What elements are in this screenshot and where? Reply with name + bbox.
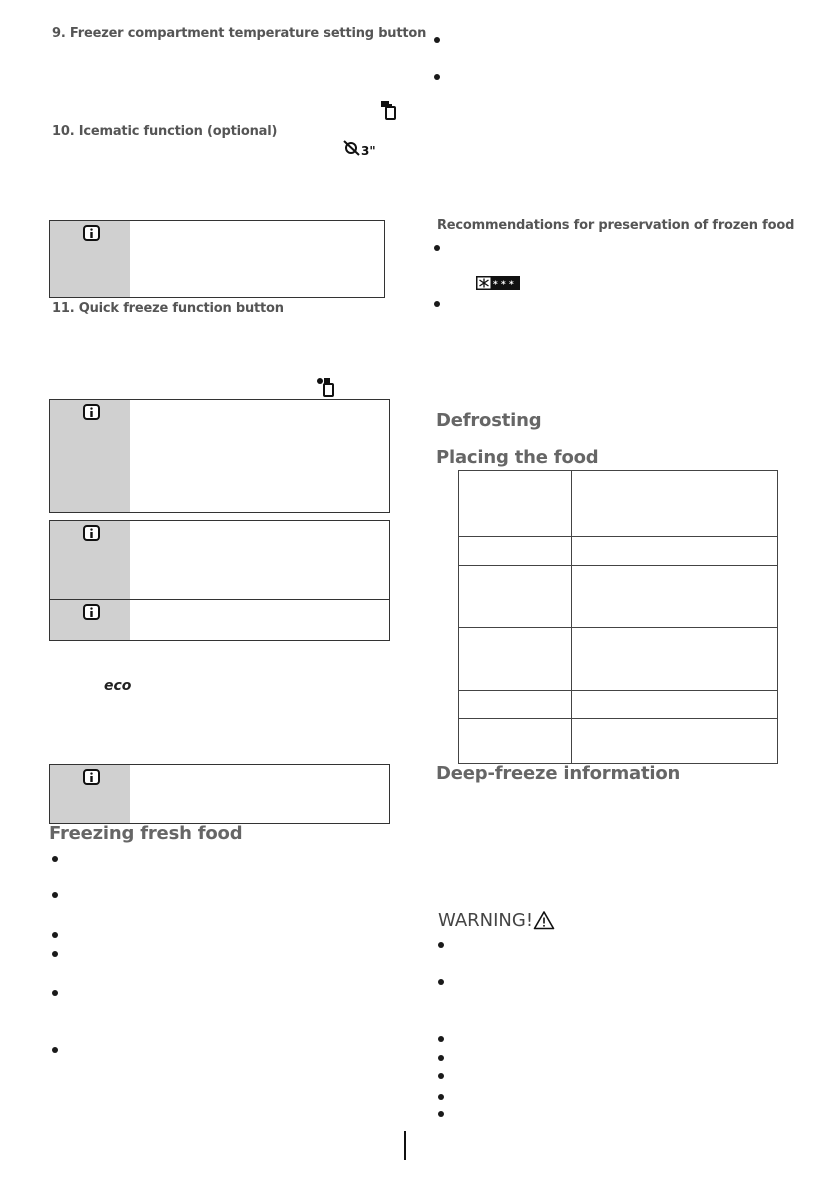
- info-box-divider: [50, 599, 389, 600]
- list-bullet: [438, 1036, 444, 1042]
- section-heading-quick-freeze: 11. Quick freeze function button: [52, 301, 284, 316]
- list-bullet: [434, 245, 440, 251]
- warning-triangle-icon: [533, 910, 555, 930]
- list-bullet: [438, 1094, 444, 1100]
- list-bullet: [52, 892, 58, 898]
- info-box: [49, 399, 390, 513]
- list-bullet: [438, 979, 444, 985]
- svg-text:*: *: [493, 280, 498, 290]
- info-box: [49, 764, 390, 824]
- section-heading-defrosting: Defrosting: [436, 410, 542, 431]
- list-bullet: [434, 74, 440, 80]
- list-bullet: [52, 951, 58, 957]
- warning-heading: WARNING!: [438, 910, 534, 931]
- section-heading-placing-food: Placing the food: [436, 447, 599, 468]
- icematic-symbol-icon: [380, 100, 398, 120]
- info-icon: [83, 225, 100, 241]
- list-bullet: [52, 990, 58, 996]
- list-bullet: [438, 1111, 444, 1117]
- section-heading-frozen-food-recommendations: Recommendations for preservation of frozen food: [437, 218, 795, 233]
- list-bullet: [52, 856, 58, 862]
- quick-freeze-icon: [316, 377, 336, 397]
- section-heading-freezer-temperature-button: 9. Freezer compartment temperature setting button: [52, 26, 427, 41]
- info-icon: [83, 604, 100, 620]
- info-icon: [83, 525, 100, 541]
- info-box: [49, 220, 385, 298]
- section-heading-deep-freeze-information: Deep-freeze information: [436, 763, 681, 784]
- vacation-3h-icon: [342, 139, 384, 157]
- section-heading-icematic: 10. Icematic function (optional): [52, 124, 278, 139]
- food-placement-table: [458, 470, 778, 764]
- svg-text:*: *: [509, 280, 514, 290]
- list-bullet: [438, 942, 444, 948]
- list-bullet: [52, 932, 58, 938]
- four-star-freezer-icon: [476, 276, 520, 290]
- svg-text:*: *: [501, 280, 506, 290]
- info-box: [49, 520, 390, 641]
- svg-text:3": 3": [361, 144, 376, 157]
- section-heading-freezing-fresh-food: Freezing fresh food: [49, 823, 243, 844]
- list-bullet: [434, 37, 440, 43]
- eco-icon: eco: [104, 678, 132, 694]
- list-bullet: [438, 1073, 444, 1079]
- list-bullet: [434, 301, 440, 307]
- info-icon: [83, 769, 100, 785]
- page-center-marker: [404, 1131, 406, 1160]
- list-bullet: [52, 1047, 58, 1053]
- list-bullet: [438, 1055, 444, 1061]
- info-icon: [83, 404, 100, 420]
